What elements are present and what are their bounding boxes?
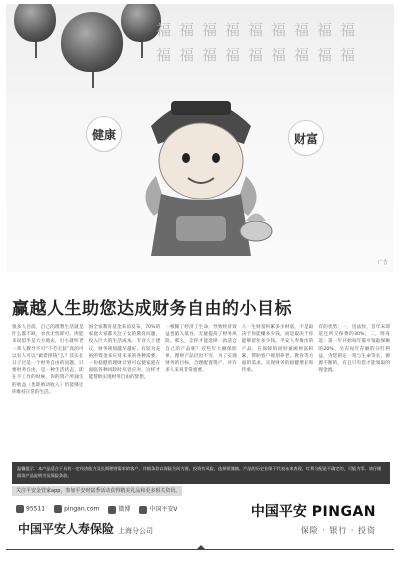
article-column: 国全家教育基金来前发布，70%的家庭大家都关注子女的教育问题，投入巨大的生活成本。专业人士建议，财务规划越早越好，有较为充裕的资金来应对未来的各种需要，一份稳健的理财计划可以使家庭在面临各种风险时从容应对，这样才能帮助实现财务自由的梦想。	[88, 325, 161, 381]
globe-icon	[54, 505, 62, 513]
phone-number: 95511	[26, 505, 46, 513]
hero-illustration	[6, 4, 394, 272]
wechat-contact	[139, 504, 177, 514]
wealth-tag	[288, 120, 324, 156]
logo-en: PINGAN	[311, 504, 376, 520]
weibo-label: 微博	[118, 506, 131, 513]
fortune-pattern	[156, 18, 386, 68]
god-of-wealth-figure	[116, 66, 286, 261]
ad-credit: 广告	[377, 260, 388, 266]
logo-tagline: 保险 · 银行 · 投资	[300, 526, 376, 535]
article-column: 一根稀了经济了生命，导致经济效益也陷入低谷，无疑提高了财务风险。那么，怎样才能选择一款适合自己的产品呢？近些年大额保险单，理财产品层出不穷，为了实现财务的目标，合理配置资产，对许多人来说非常重要。	[165, 325, 237, 374]
pingan-logo	[251, 501, 376, 536]
promo-bar: 关注平安金管家app，参加平安财富季活动获得精美礼品和更多相关资讯。	[12, 486, 182, 496]
wechat-label: 中国平安V	[149, 506, 178, 513]
footer-marker-icon	[196, 545, 206, 550]
company-brand	[18, 520, 153, 537]
weibo-icon	[108, 506, 116, 514]
disclaimer-notice: 温馨提示：本产品适合于具有一定经济能力及长期理财需求的客户，详细条款以保险合同为准。投资有风险，选择须谨慎。产品的历史业绩不代表未来表现，红利分配是不确定的，可能为零。请仔细阅读产品说明书及保险条款。	[12, 462, 390, 484]
web-contact	[54, 505, 99, 513]
article-title: 赢越人生助您达成财务自由的小目标	[12, 299, 292, 319]
weibo-contact	[108, 504, 130, 514]
company-name: 中国平安人寿保险	[18, 522, 115, 536]
article-column: 人一生财富积累多少财富，不是取决于你能赚多少钱，而是取决于你能够留住多少钱。平安人寿推出的产品，在保障的同时兼顾财富积累，帮助客户规划养老，教育等方面的需求，实现财务的稳健增长和传承。	[241, 325, 314, 374]
article-column: 很多人目前，自己的理想生活就是什么都不缺，衣食无忧即可。所能来说似乎是大方地去，打小就听老一辈人教导不可“不劳无获”真的可以有人可以“做着挣钱”么？其实在日子过是一个财务自由的问题，只要财务自由，是一种生活状态，即在不工作的时候，你的资产所涌生的收益（也即被动收入）仍能够让你维持正常的生活。	[12, 325, 84, 395]
logo-wordmark	[251, 501, 376, 521]
fortune-row: 福福福福福福福福福	[156, 21, 364, 39]
website: pingan.com	[64, 505, 100, 513]
fortune-row: 福福福福福福福福福	[156, 46, 364, 64]
lantern-icon	[121, 4, 161, 42]
phone-icon	[16, 505, 24, 513]
health-tag-label: 健康	[91, 127, 116, 142]
lantern-icon	[14, 4, 56, 42]
logo-cn: 中国平安	[250, 504, 307, 520]
phone-contact	[16, 505, 45, 513]
contact-row	[16, 504, 178, 514]
article-column: 有的优势：一，送法快，首年末即返还所交保费的30%。二，终身返：第一年开始每年都可领取保额的20%，另有每年存额的分红利益，为您锁定一笔与生命等长，源源不断的，有且只有您才能领取的现金流。	[318, 325, 390, 374]
lantern-icon	[61, 12, 123, 72]
advertisement-page	[6, 4, 394, 569]
wealth-tag-label: 财富	[293, 131, 318, 146]
article-body	[12, 324, 390, 464]
wechat-icon	[139, 506, 147, 514]
company-branch: 上海分公司	[118, 527, 154, 535]
